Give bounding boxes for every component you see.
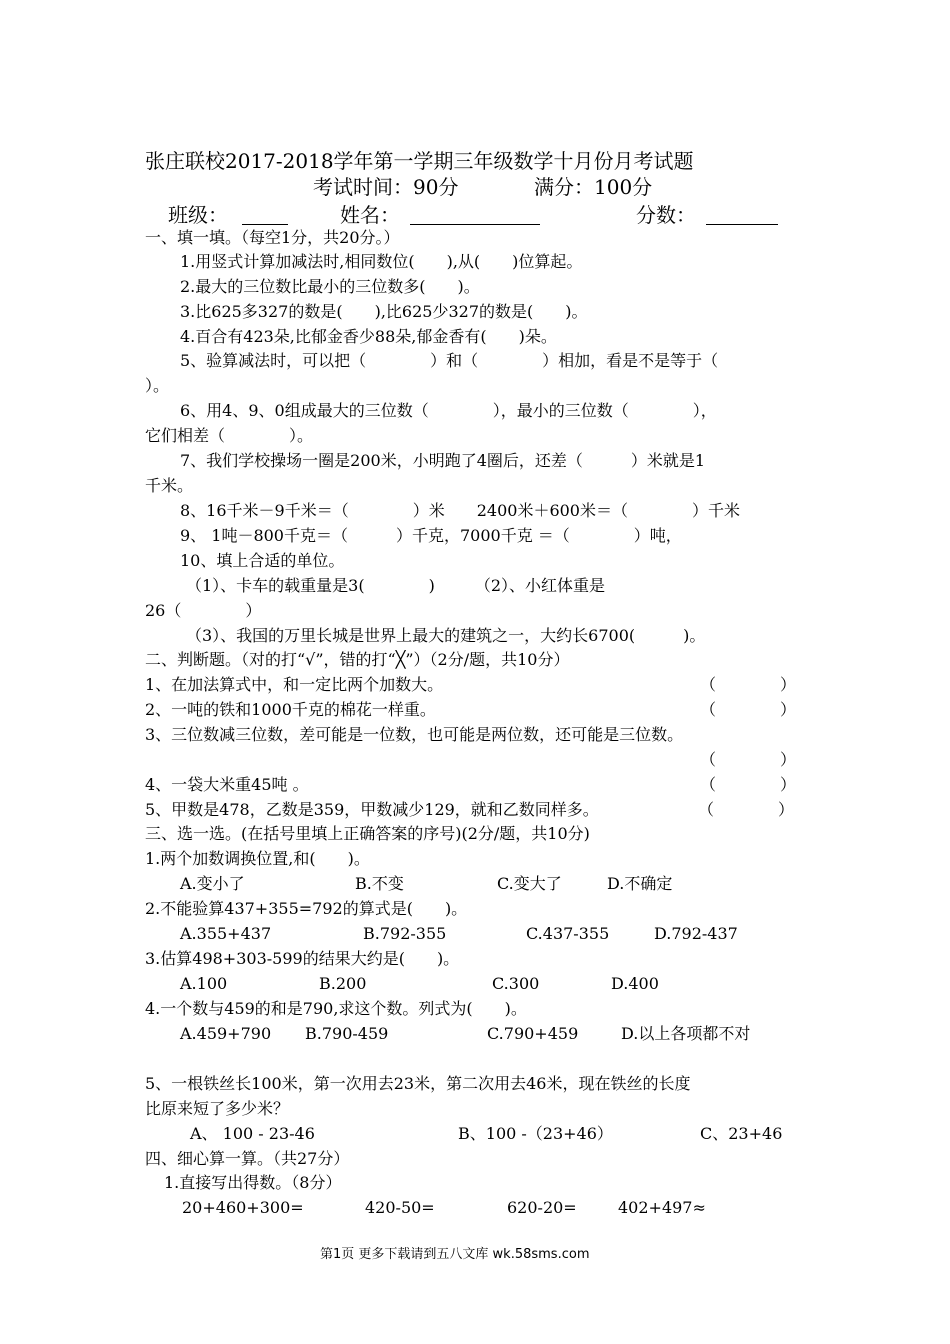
s1-question-10: 10、填上合适的单位。 [180,551,345,570]
s1-question-7-line-1: 7、我们学校操场一圈是200米，小明跑了4圈后，还差（ ）米就是1 [180,451,706,470]
s3-question-1: 1.两个加数调换位置,和( )。 [145,849,370,868]
s2-item-3: 3、三位数减三位数，差可能是一位数，也可能是两位数，还可能是三位数。 [145,725,684,744]
s1-question-8: 8、16千米－9千米＝（ ）米 2400米＋600米＝（ ）千米 [180,501,740,520]
section-2-heading: 二、判断题。（对的打“√”，错的打“╳”）（2分/题，共10分） [145,650,570,669]
section-1-heading: 一、填一填。（每空1分，共20分。） [145,228,400,247]
s1-question-10-1-line-1: （1）、卡车的载重量是3( ) （2）、小红体重是 [186,576,606,595]
s1-question-10-3: （3）、我国的万里长城是世界上最大的建筑之一，大约长6700( )。 [186,626,706,645]
s3-q1-option-d[interactable]: D.不确定 [607,874,673,893]
s3-q1-option-c[interactable]: C.变大了 [497,874,562,893]
s3-q4-option-c[interactable]: C.790+459 [487,1024,579,1043]
s3-q5-option-c[interactable]: C、23+46 [700,1124,783,1143]
s3-q2-option-a[interactable]: A.355+437 [180,924,272,943]
s3-q2-option-d[interactable]: D.792-437 [654,924,738,943]
s3-question-4: 4.一个数与459的和是790,求这个数。列式为( )。 [145,999,527,1018]
s2-item-2: 2、一吨的铁和1000千克的棉花一样重。 [145,700,436,719]
s4-calc-4: 402+497≈ [618,1198,706,1217]
s3-question-5-line-2: 比原来短了多少米？ [145,1099,290,1118]
s3-q2-option-c[interactable]: C.437-355 [526,924,610,943]
s1-question-9: 9、 1吨－800千克＝（ ）千克，7000千克 ＝（ ）吨， [180,526,682,545]
s1-question-4: 4.百合有423朵,比郁金香少88朵,郁金香有( )朵。 [180,327,557,346]
s3-q4-option-d[interactable]: D.以上各项都不对 [621,1024,751,1043]
s4-question-1: 1.直接写出得数。（8分） [164,1173,342,1192]
exam-full-score: 满分：100分 [534,175,653,199]
s3-q5-option-a[interactable]: A、 100 - 23-46 [190,1124,315,1143]
s3-q3-option-b[interactable]: B.200 [319,974,367,993]
name-blank[interactable] [410,202,540,225]
s1-question-7-line-2: 千米。 [145,476,194,495]
s4-calc-2: 420-50= [365,1198,435,1217]
s4-calc-3: 620-20= [507,1198,577,1217]
s2-item-2-answer[interactable]: （ ） [700,700,797,719]
name-label: 姓名： [340,203,400,227]
s3-q4-option-a[interactable]: A.459+790 [180,1024,272,1043]
class-label: 班级： [168,203,228,227]
score-label: 分数： [636,203,696,227]
s2-item-1: 1、在加法算式中，和一定比两个加数大。 [145,675,444,694]
section-4-heading: 四、细心算一算。（共27分） [145,1149,350,1168]
s1-question-1: 1.用竖式计算加减法时,相同数位( ),从( )位算起。 [180,252,583,271]
s3-question-2: 2.不能验算437+355=792的算式是( )。 [145,899,468,918]
s2-item-3-answer[interactable]: （ ） [700,750,797,769]
s3-q3-option-c[interactable]: C.300 [492,974,540,993]
s3-q4-option-b[interactable]: B.790-459 [305,1024,389,1043]
s3-q3-option-d[interactable]: D.400 [611,974,659,993]
s3-q1-option-a[interactable]: A.变小了 [180,874,245,893]
s3-q5-option-b[interactable]: B、100 -（23+46） [458,1124,613,1143]
page-title: 张庄联校2017-2018学年第一学期三年级数学十月份月考试题 [145,149,694,173]
s2-item-4: 4、一袋大米重45吨 。 [145,775,309,794]
s1-question-2: 2.最大的三位数比最小的三位数多( )。 [180,277,480,296]
s3-q2-option-b[interactable]: B.792-355 [363,924,447,943]
s1-question-5-line-1: 5、验算减法时，可以把（ ）和（ ）相加，看是不是等于（ [180,351,719,370]
s2-item-4-answer[interactable]: （ ） [700,775,797,794]
s2-item-5: 5、甲数是478，乙数是359，甲数减少129，就和乙数同样多。 [145,800,599,819]
s3-q3-option-a[interactable]: A.100 [180,974,228,993]
s3-q1-option-b[interactable]: B.不变 [355,874,404,893]
s1-question-3: 3.比625多327的数是( ),比625少327的数是( )。 [180,302,588,321]
s3-question-5-line-1: 5、一根铁丝长100米，第一次用去23米，第二次用去46米，现在铁丝的长度 [145,1074,691,1093]
exam-time: 考试时间：90分 [313,175,459,199]
s1-question-6-line-1: 6、用4、9、0组成最大的三位数（ ），最小的三位数（ ）， [180,401,717,420]
s2-item-5-answer[interactable]: （ ） [698,800,795,819]
s1-question-6-line-2: 它们相差（ ）。 [145,426,314,445]
page-footer: 第1页 更多下载请到五八文库 wk.58sms.com [320,1247,590,1262]
score-blank[interactable] [706,202,778,225]
class-blank[interactable] [242,202,288,225]
section-3-heading: 三、选一选。(在括号里填上正确答案的序号)(2分/题，共10分) [145,824,590,843]
s2-item-1-answer[interactable]: （ ） [700,675,797,694]
s4-calc-1: 20+460+300= [182,1198,304,1217]
s1-question-10-1-line-2: 26（ ） [145,601,262,620]
s3-question-3: 3.估算498+303-599的结果大约是( )。 [145,949,460,968]
s1-question-5-line-2: ）。 [145,376,170,395]
